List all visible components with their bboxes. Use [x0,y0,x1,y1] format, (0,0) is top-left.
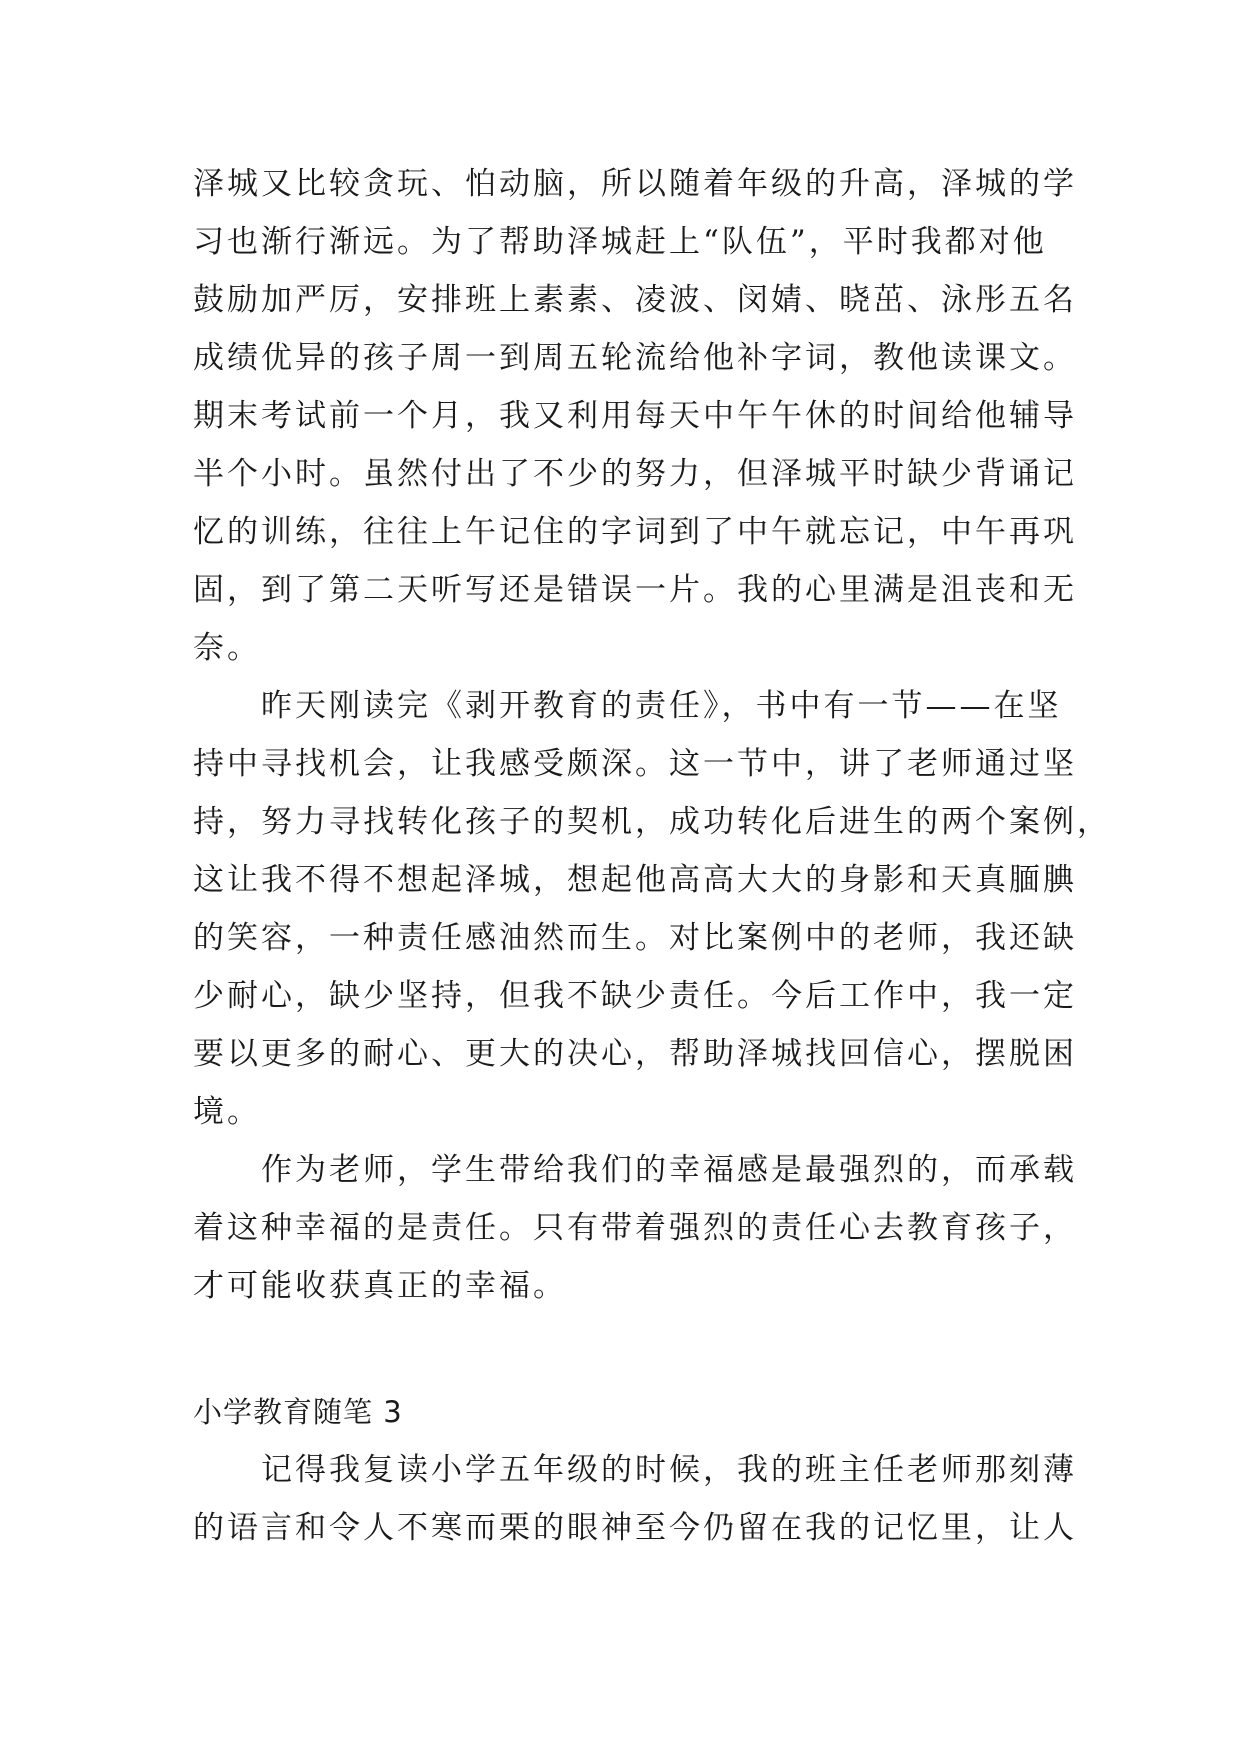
paragraph-2 [193,677,1111,1141]
text-line: 的语言和令人不寒而栗的眼神至今仍留在我的记忆里，让人 [193,1510,1077,1546]
text-line: 持，努力寻找转化孩子的契机，成功转化后进生的两个案例， [193,804,1111,840]
text-line: 持中寻找机会，让我感受颇深。这一节中，讲了老师通过坚 [193,746,1077,782]
text-line: 记得我复读小学五年级的时候，我的班主任老师那刻薄 [261,1452,1077,1488]
text-line: 习也渐行渐远。为了帮助泽城赶上“队伍”，平时我都对他 [193,224,1047,260]
paragraph-3 [193,1141,1077,1315]
paragraph-1 [193,155,1077,677]
text-line: 这让我不得不想起泽城，想起他高高大大的身影和天真腼腆 [193,862,1077,898]
text-line: 固，到了第二天听写还是错误一片。我的心里满是沮丧和无 [193,572,1077,608]
text-line: 泽城又比较贪玩、怕动脑，所以随着年级的升高，泽城的学 [193,166,1077,202]
text-line: 境。 [193,1094,261,1130]
section-gap [193,1315,1063,1383]
text-line: 要以更多的耐心、更大的决心，帮助泽城找回信心，摆脱困 [193,1036,1077,1072]
section-3 [193,1383,1077,1557]
text-line: 着这种幸福的是责任。只有带着强烈的责任心去教育孩子， [193,1210,1077,1246]
text-line: 作为老师，学生带给我们的幸福感是最强烈的，而承载 [261,1152,1077,1188]
text-line: 期末考试前一个月，我又利用每天中午午休的时间给他辅导 [193,398,1077,434]
text-line: 的笑容，一种责任感油然而生。对比案例中的老师，我还缺 [193,920,1077,956]
text-line: 才可能收获真正的幸福。 [193,1268,567,1304]
text-line: 半个小时。虽然付出了不少的努力，但泽城平时缺少背诵记 [193,456,1077,492]
text-line: 奈。 [193,630,261,666]
text-line: 昨天刚读完《剥开教育的责任》，书中有一节——在坚 [261,688,1062,724]
text-line: 少耐心，缺少坚持，但我不缺少责任。今后工作中，我一定 [193,978,1077,1014]
section-title: 小学教育随笔 3 [193,1395,403,1429]
document-body [193,155,1111,1557]
text-line: 鼓励加严厉，安排班上素素、凌波、闵婧、晓茁、泳彤五名 [193,282,1077,318]
text-line: 成绩优异的孩子周一到周五轮流给他补字词，教他读课文。 [193,340,1077,376]
text-line: 忆的训练，往往上午记住的字词到了中午就忘记，中午再巩 [193,514,1077,550]
